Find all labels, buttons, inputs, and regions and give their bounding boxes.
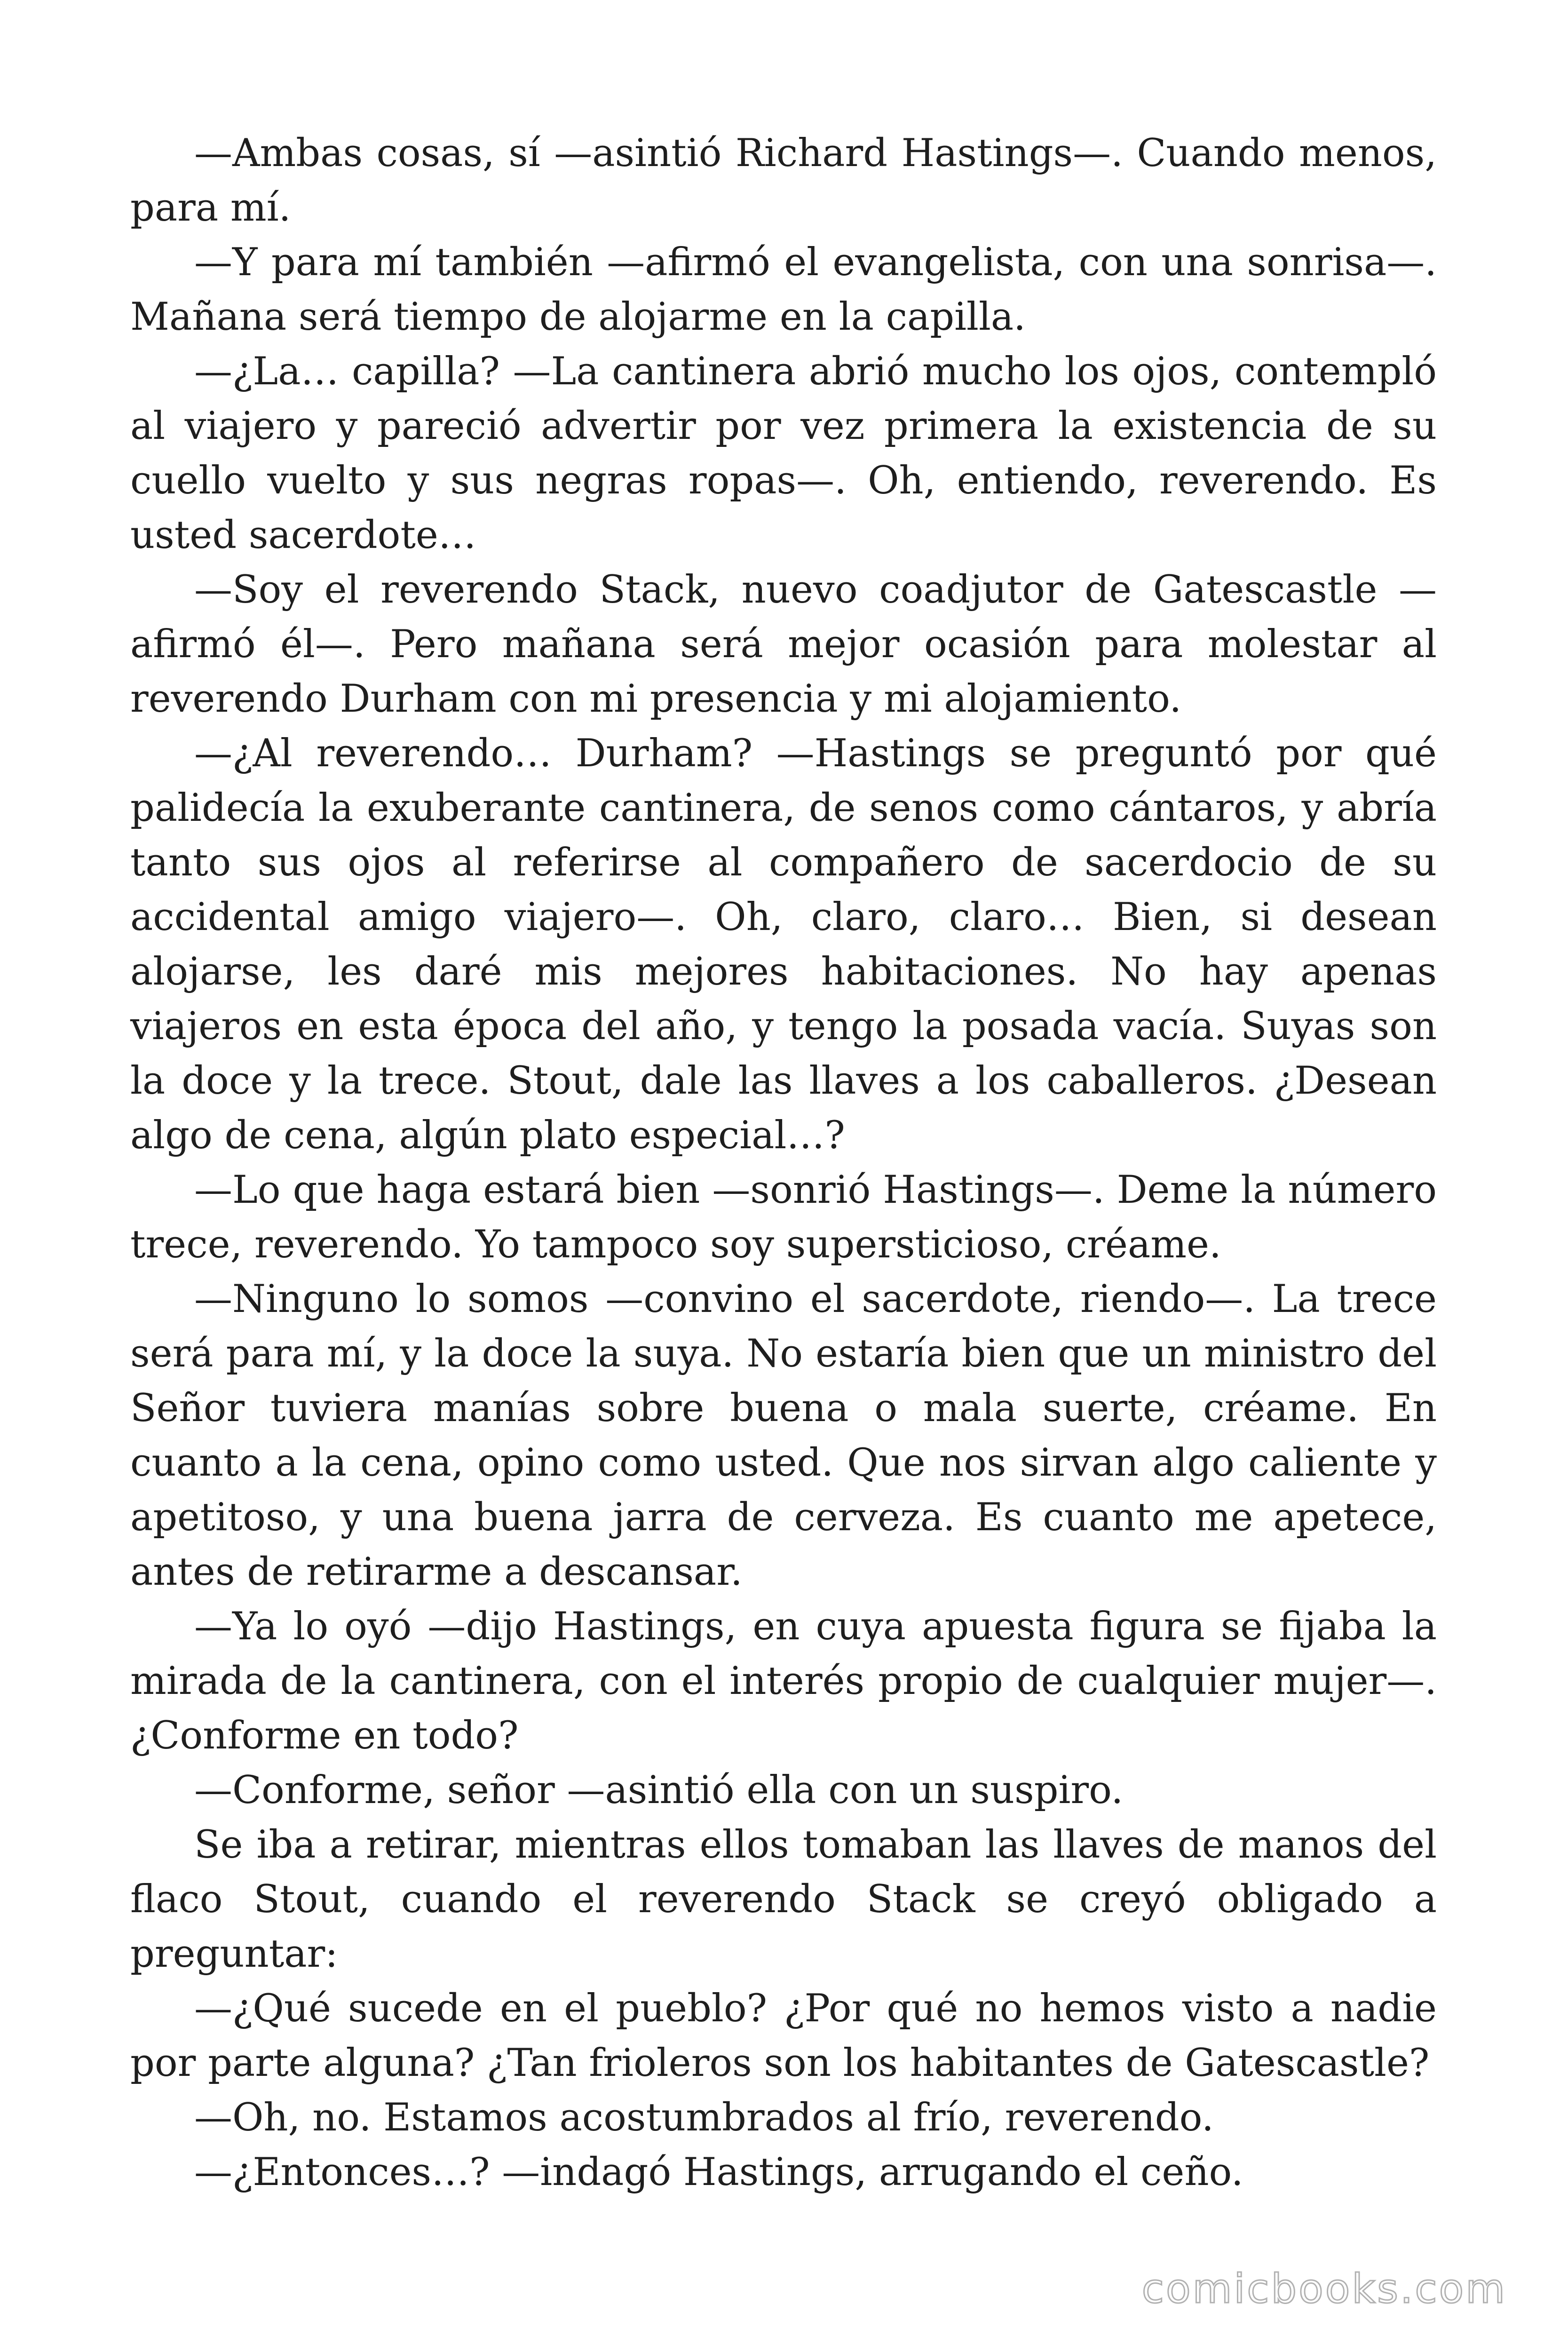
paragraph: —¿Entonces…? —indagó Hastings, arrugando el ceño. xyxy=(194,2150,1243,2194)
paragraph: —Soy el reverendo Stack, nuevo coadjutor de Gatescastle — afirmó él—. Pero mañana será mejor ocasión para molestar al reverendo Durham con mi presencia y mi alojamiento. xyxy=(130,568,1437,721)
paragraph: —Lo que haga estará bien —sonrió Hastings—. Deme la número trece, reverendo. Yo tampoco soy supersticioso, créame. xyxy=(130,1168,1437,1267)
book-page-text xyxy=(130,126,1437,2200)
paragraph: —¿Qué sucede en el pueblo? ¿Por qué no hemos visto a nadie por parte alguna? ¿Tan frioleros son los habitantes de Gatescastle? xyxy=(130,1986,1437,2085)
paragraph: —Oh, no. Estamos acostumbrados al frío, reverendo. xyxy=(194,2096,1214,2140)
paragraph: Se iba a retirar, mientras ellos tomaban las llaves de manos del flaco Stout, cuando el reverendo Stack se creyó obligado a preguntar: xyxy=(130,1823,1437,1976)
paragraph: —Ambas cosas, sí —asintió Richard Hastings—. Cuando menos, para mí. xyxy=(130,131,1437,230)
paragraph: —¿La… capilla? —La cantinera abrió mucho los ojos, contempló al viajero y pareció advertir por vez primera la existencia de su cuello vuelto y sus negras ropas—. Oh, entiendo, reverendo. Es usted sacerdote… xyxy=(130,350,1437,557)
paragraph: —¿Al reverendo… Durham? —Hastings se preguntó por qué palidecía la exuberante cantinera, de senos como cántaros, y abría tanto sus ojos al referirse al compañero de sacerdocio de su accidental amigo viajero—. Oh, claro, claro… Bien, si desean alojarse, les daré mis mejores habitaciones. No hay apenas viajeros en esta época del año, y tengo la posada vacía. Suyas son la doce y la trece. Stout, dale las llaves a los caballeros. ¿Desean algo de cena, algún plato especial…? xyxy=(130,731,1437,1158)
paragraph: —Ya lo oyó —dijo Hastings, en cuya apuesta figura se fijaba la mirada de la cantinera, con el interés propio de cualquier mujer—. ¿Conforme en todo? xyxy=(130,1605,1437,1758)
paragraph: —Y para mí también —afirmó el evangelista, con una sonrisa—. Mañana será tiempo de alojarme en la capilla. xyxy=(130,240,1437,339)
paragraph: —Conforme, señor —asintió ella con un suspiro. xyxy=(194,1768,1124,1812)
paragraph: —Ninguno lo somos —convino el sacerdote, riendo—. La trece será para mí, y la doce la suya. No estaría bien que un ministro del Señor tuviera manías sobre buena o mala suerte, créame. En cuanto a la cena, opino como usted. Que nos sirvan algo caliente y apetitoso, y una buena jarra de cerveza. Es cuanto me apetece, antes de retirarme a descansar. xyxy=(130,1277,1437,1594)
watermark: comicbooks.com xyxy=(1141,2265,1507,2312)
